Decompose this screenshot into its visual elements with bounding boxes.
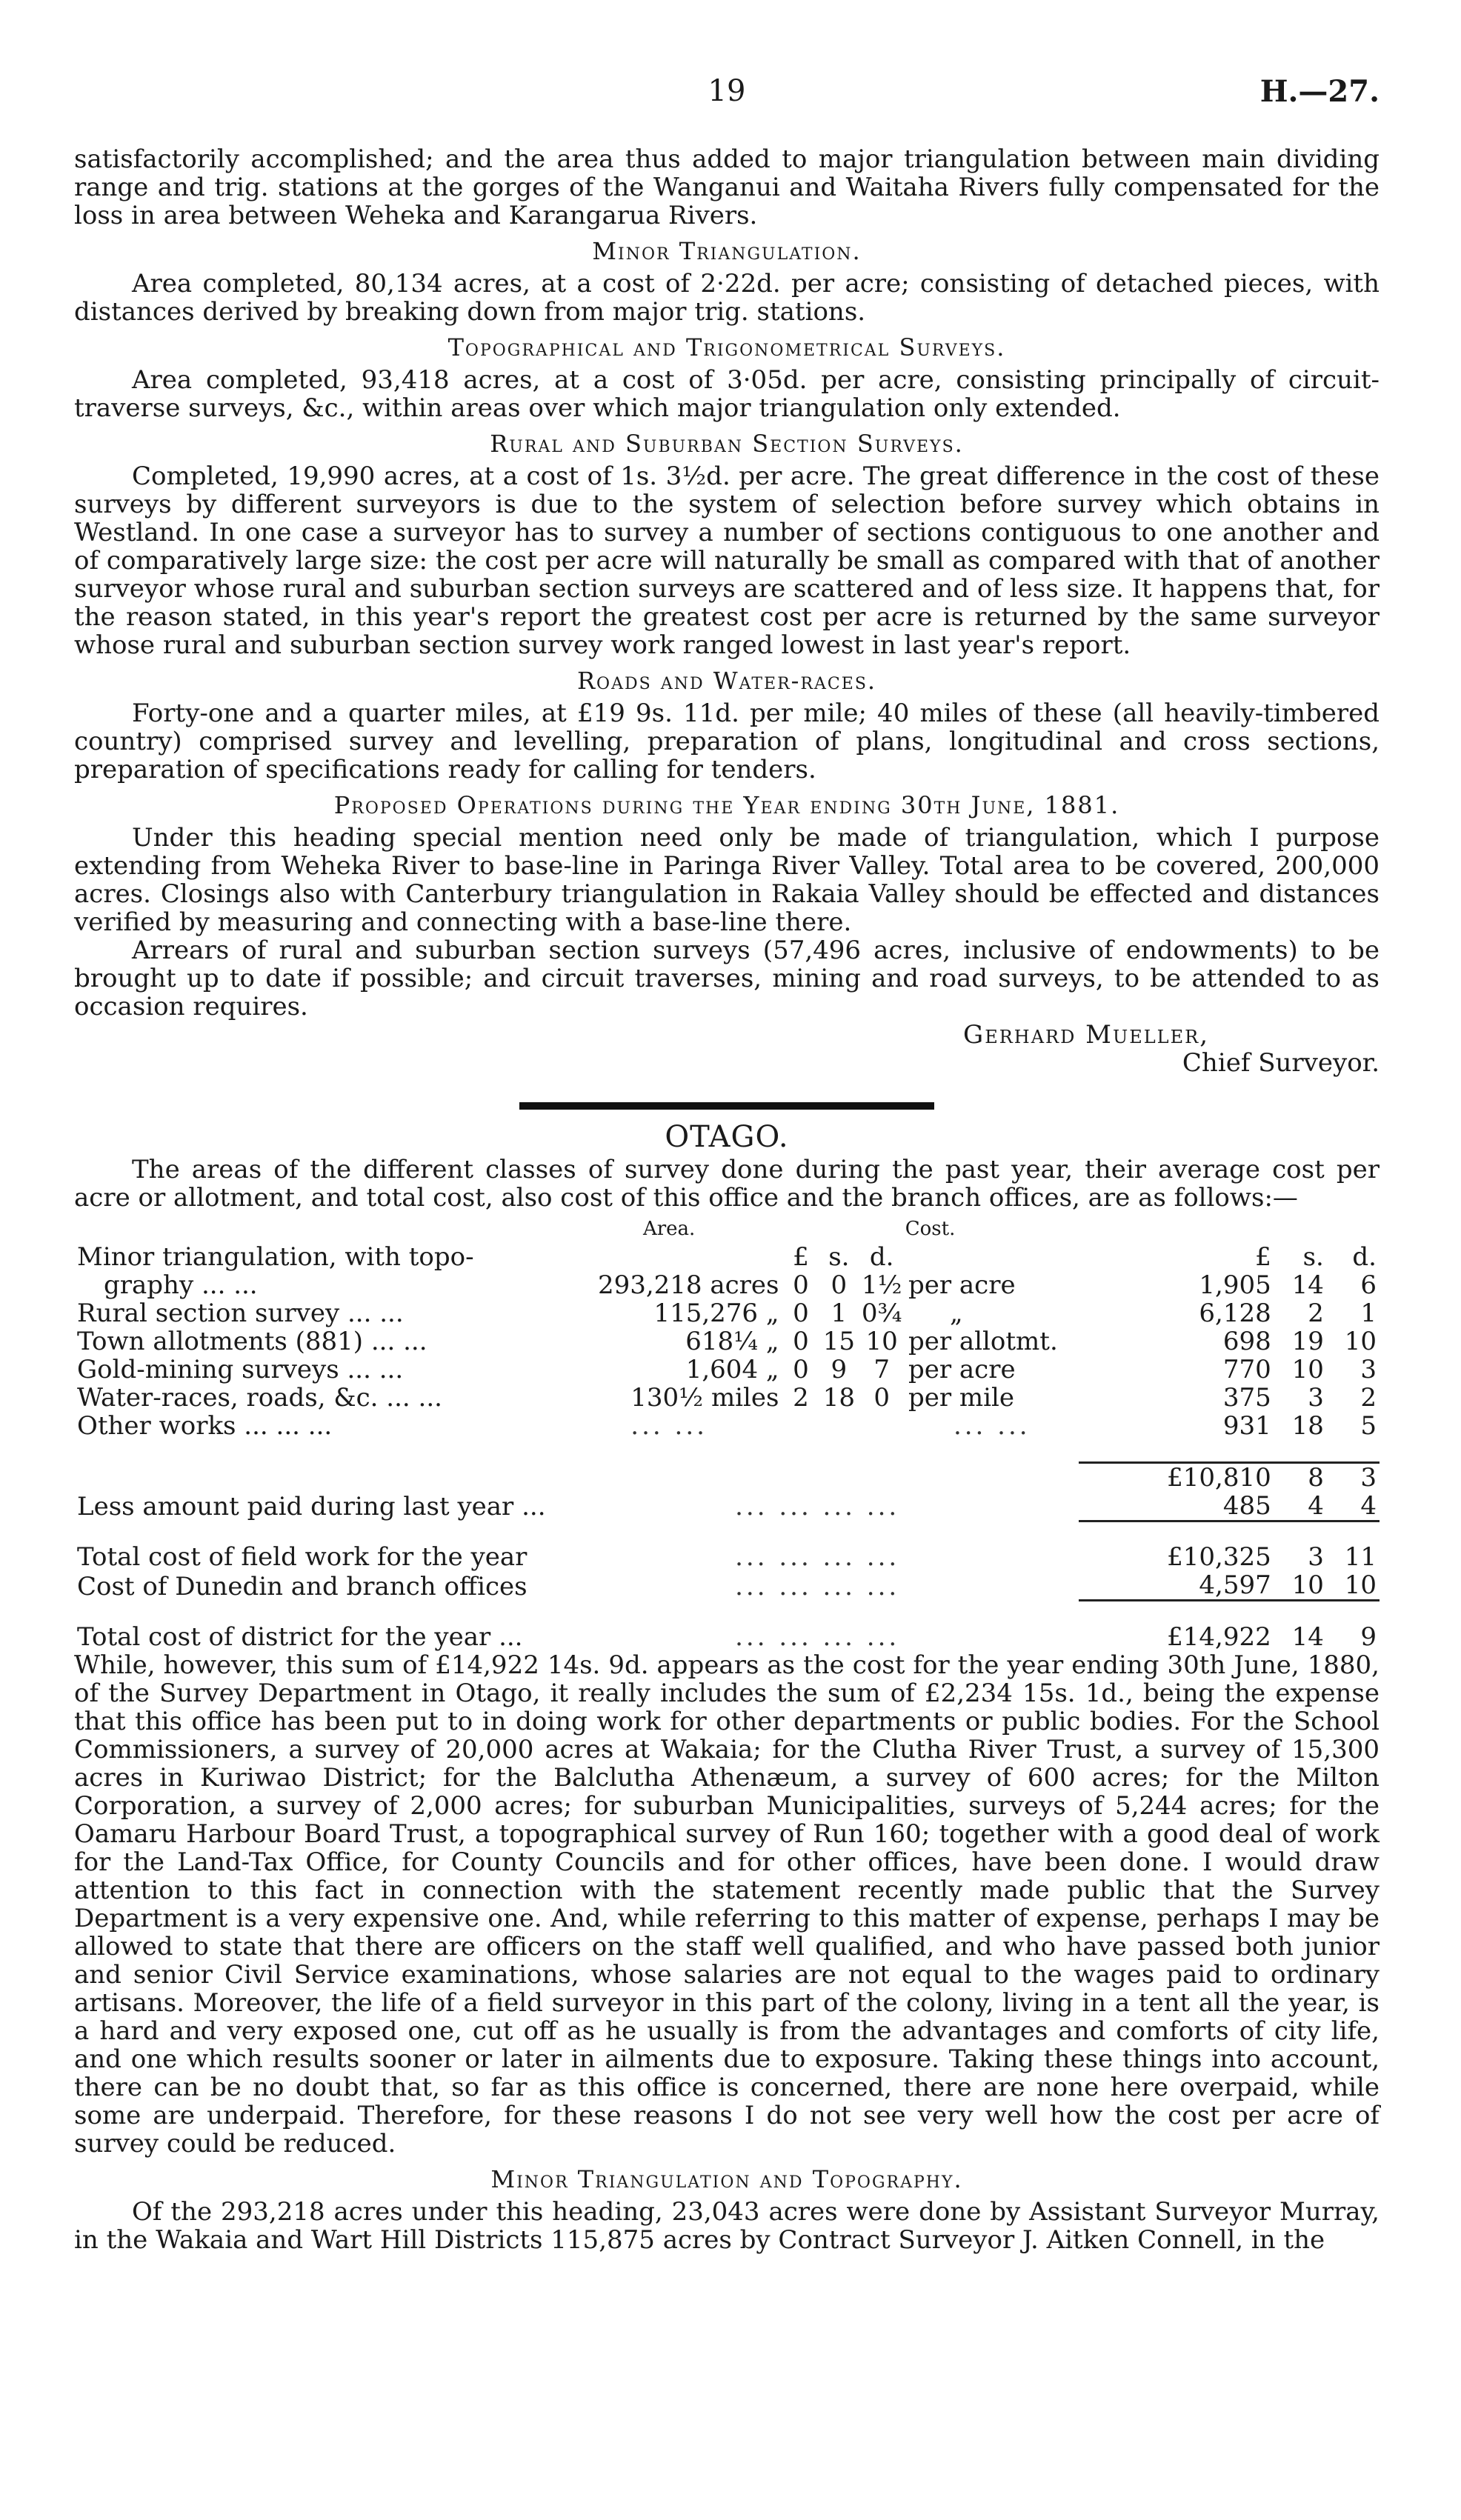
table-row bbox=[74, 1327, 1380, 1356]
unit-label: s. bbox=[1302, 1242, 1324, 1272]
district-total-shillings: 14 bbox=[1291, 1621, 1324, 1652]
total-shillings: 10 bbox=[1291, 1355, 1324, 1384]
cost-unit: per acre bbox=[908, 1270, 1016, 1300]
section-divider bbox=[519, 1102, 934, 1110]
otago-intro: The areas of the different classes of survey done during the past year, their average cost per acre or allotment, and total cost, also cost of this office and the branch offices, are as follows:— bbox=[74, 1155, 1380, 1213]
cost-shillings: 0 bbox=[831, 1270, 848, 1300]
row-label: graphy ... ... bbox=[104, 1270, 258, 1300]
leader-dots: ... ... ... ... bbox=[735, 1571, 900, 1601]
district-total-pounds: £14,922 bbox=[1167, 1621, 1271, 1652]
offices-pounds: 4,597 bbox=[1079, 1571, 1274, 1601]
table-row bbox=[74, 1412, 1380, 1440]
total-shillings: 14 bbox=[1291, 1270, 1324, 1300]
subtotal-row bbox=[74, 1462, 1380, 1492]
total-pence: 1 bbox=[1360, 1299, 1377, 1328]
total-shillings: 19 bbox=[1291, 1327, 1324, 1356]
subtotal-shillings: 8 bbox=[1274, 1462, 1327, 1492]
unit-label: d. bbox=[1352, 1242, 1377, 1272]
otago-paragraph: While, however, this sum of £14,922 14s. 9d. appears as the cost for the year ending 30th June, 1880, of the Survey Department in Otago, it really includes the sum of £2,234 15s. 1d., being the expense that this office has been put to in doing work for other departments or public bodies. For the School Commissioners, a survey of 20,000 acres at Wakaia; for the Clutha River Trust, a survey of 15,300 acres in Kuriwao District; for the Balclutha Athenæum, a survey of 600 acres; for the Milton Corporation, a survey of 2,000 acres; for suburban Municipalities, surveys of 5,244 acres; for the Oamaru Harbour Board Trust, a topographical survey of Run 160; together with a good deal of work for the Land-Tax Office, for County Councils and for other offices, have been done. I would draw attention to this fact in connection with the statement recently made public that the Survey Department is a very expensive one. And, while referring to this matter of expense, perhaps I may be allowed to state that there are officers on the staff well qualified, and who have passed both junior and senior Civil Service examinations, whose salaries are not equal to the wages paid to ordinary artisans. Moreover, the life of a field surveyor in this part of the colony, living in a tent all the year, is a hard and very exposed one, cut off as he usually is from the advantages and comforts of city life, and one which results sooner or later in ailments due to exposure. Taking these things into account, there can be no doubt that, so far as this office is concerned, there are none here overpaid, while some are underpaid. Therefore, for these reasons I do not see very well how the cost per acre of survey could be reduced. bbox=[74, 1650, 1380, 2159]
westland-intro: satisfactorily accomplished; and the area thus added to major triangulation between main dividing range and trig. stations at the gorges of the Wanganui and Waitaha Rivers fully compensated for the loss in area between Weheka and Karangarua Rivers. bbox=[74, 144, 1380, 230]
column-header-cost: Cost. bbox=[905, 1218, 956, 1240]
unit-label: s. bbox=[828, 1242, 850, 1272]
area-cell: 115,276 „ bbox=[653, 1299, 779, 1328]
cost-pounds: 2 bbox=[793, 1383, 809, 1413]
field-total-shillings: 3 bbox=[1308, 1542, 1324, 1572]
paragraph: Under this heading special mention need only be made of triangulation, which I purpose extending from Weheka River to base-line in Paringa River Valley. Total area to be covered, 200,000 acres. Closings also with Canterbury triangulation in Rakaia Valley should be effected and distances verified by measuring and connecting with a base-line there. bbox=[74, 823, 1380, 937]
table-row bbox=[74, 1271, 1380, 1299]
total-pence: 10 bbox=[1344, 1327, 1377, 1356]
area-cell: 293,218 acres bbox=[597, 1270, 779, 1300]
table-row bbox=[74, 1356, 1380, 1384]
section-heading: Proposed Operations during the Year ending 30th June, 1881. bbox=[333, 791, 1120, 819]
area-cell: ... ... bbox=[630, 1411, 708, 1441]
total-pounds: 698 bbox=[1222, 1327, 1271, 1356]
field-total-pounds: £10,325 bbox=[1167, 1542, 1271, 1572]
row-label: Other works ... ... ... bbox=[77, 1411, 333, 1441]
page-number: 19 bbox=[708, 74, 746, 108]
field-total-row bbox=[74, 1543, 1380, 1571]
field-total-pence: 11 bbox=[1344, 1542, 1377, 1572]
cost-shillings: 1 bbox=[831, 1299, 848, 1328]
less-row bbox=[74, 1492, 1380, 1521]
paragraph: Area completed, 80,134 acres, at a cost of 2·22d. per acre; consisting of detached pieces, with distances derived by breaking down from major trig. stations. bbox=[74, 269, 1380, 327]
total-pounds: 375 bbox=[1222, 1383, 1271, 1413]
cost-pounds: 0 bbox=[793, 1270, 809, 1300]
cost-pence: 1½ bbox=[861, 1270, 902, 1300]
row-label: Cost of Dunedin and branch offices bbox=[77, 1571, 528, 1601]
less-pounds: 485 bbox=[1079, 1492, 1274, 1521]
table-row bbox=[74, 1243, 1380, 1271]
district-total-pence: 9 bbox=[1360, 1621, 1377, 1652]
total-pounds: 770 bbox=[1222, 1355, 1271, 1384]
less-shillings: 4 bbox=[1274, 1492, 1327, 1521]
row-label: Rural section survey ... ... bbox=[77, 1299, 404, 1328]
cost-shillings: 15 bbox=[822, 1327, 855, 1356]
signature-block bbox=[74, 1021, 1380, 1083]
less-pence: 4 bbox=[1327, 1492, 1380, 1521]
cost-pounds: 0 bbox=[793, 1299, 809, 1328]
total-pence: 2 bbox=[1360, 1383, 1377, 1413]
row-label: Water-races, roads, &c. ... ... bbox=[77, 1383, 442, 1413]
row-label: Town allotments (881) ... ... bbox=[77, 1327, 427, 1356]
column-header-area: Area. bbox=[642, 1218, 696, 1240]
total-pence: 3 bbox=[1360, 1355, 1377, 1384]
page-reference: H.—27. bbox=[1259, 74, 1380, 109]
area-cell: 1,604 „ bbox=[685, 1355, 779, 1384]
offices-row bbox=[74, 1571, 1380, 1601]
cost-pounds: 0 bbox=[793, 1355, 809, 1384]
cost-unit: per mile bbox=[908, 1383, 1014, 1413]
cost-pence: 10 bbox=[865, 1327, 898, 1356]
unit-label: £ bbox=[1255, 1242, 1271, 1272]
cost-pence: 0¾ bbox=[861, 1299, 902, 1328]
signature-name: Gerhard Mueller, bbox=[963, 1020, 1209, 1050]
row-label: Less amount paid during last year ... bbox=[77, 1492, 546, 1521]
district-total-row bbox=[74, 1623, 1380, 1651]
row-label: Total cost of field work for the year bbox=[77, 1542, 528, 1572]
row-label: Minor triangulation, with topo- bbox=[77, 1242, 474, 1272]
total-pounds: 931 bbox=[1222, 1411, 1271, 1441]
section-heading: Minor Triangulation and Topography. bbox=[490, 2164, 963, 2193]
leader-dots: ... ... ... ... bbox=[735, 1492, 900, 1521]
area-cell: 618¼ „ bbox=[685, 1327, 779, 1356]
cost-unit: ... ... bbox=[953, 1411, 1031, 1441]
total-pounds: 6,128 bbox=[1199, 1299, 1271, 1328]
table-row bbox=[74, 1299, 1380, 1327]
cost-unit: per allotmt. bbox=[908, 1327, 1058, 1356]
section-heading: Minor Triangulation. bbox=[592, 237, 862, 265]
paragraph: Forty-one and a quarter miles, at £19 9s. 11d. per mile; 40 miles of these (all heavily-timbered country) comprised survey and levelling, preparation of plans, longitudinal and cross sections, preparation of specifications ready for calling for tenders. bbox=[74, 699, 1380, 784]
unit-label: d. bbox=[869, 1242, 894, 1272]
paragraph: Completed, 19,990 acres, at a cost of 1s. 3½d. per acre. The great difference in the cost of these surveys by different surveyors is due to the system of selection before survey which obtains in Westland. In one case a surveyor has to survey a number of sections contiguous to one another and of comparatively large size: the cost per acre will naturally be small as compared with that of another surveyor whose rural and suburban section surveys are scattered and of less size. It happens that, for the reason stated, in this year's report the greatest cost per acre is returned by the same surveyor whose rural and suburban section survey work ranged lowest in last year's report. bbox=[74, 461, 1380, 660]
total-shillings: 18 bbox=[1291, 1411, 1324, 1441]
page-content bbox=[74, 145, 1380, 2254]
total-pence: 6 bbox=[1360, 1270, 1377, 1300]
total-shillings: 3 bbox=[1308, 1383, 1324, 1413]
section-heading: Topographical and Trigonometrical Surveys. bbox=[447, 333, 1006, 361]
paragraph: Area completed, 93,418 acres, at a cost of 3·05d. per acre, consisting principally of circuit-traverse surveys, &c., within areas over which major triangulation only extended. bbox=[74, 365, 1380, 423]
otago-title: OTAGO. bbox=[665, 1120, 789, 1154]
cost-pounds: 0 bbox=[793, 1327, 809, 1356]
row-label: Total cost of district for the year ... bbox=[77, 1621, 523, 1652]
cost-unit: „ bbox=[949, 1299, 963, 1328]
subtotal-pence: 3 bbox=[1327, 1462, 1380, 1492]
area-cell: 130½ miles bbox=[630, 1383, 779, 1413]
cost-table bbox=[74, 1215, 1380, 1651]
table-header-row bbox=[74, 1215, 1380, 1243]
cost-unit: per acre bbox=[908, 1355, 1016, 1384]
offices-pence: 10 bbox=[1327, 1571, 1380, 1601]
cost-pence: 0 bbox=[873, 1383, 890, 1413]
total-pence: 5 bbox=[1360, 1411, 1377, 1441]
row-label: Gold-mining surveys ... ... bbox=[77, 1355, 404, 1384]
section-heading: Roads and Water-races. bbox=[576, 667, 877, 695]
paragraph: Of the 293,218 acres under this heading, 23,043 acres were done by Assistant Surveyor Murray, in the Wakaia and Wart Hill Districts 115,875 acres by Contract Surveyor J. Aitken Connell, in the bbox=[74, 2196, 1380, 2255]
offices-shillings: 10 bbox=[1274, 1571, 1327, 1601]
cost-shillings: 18 bbox=[822, 1383, 855, 1413]
paragraph: Arrears of rural and suburban section surveys (57,496 acres, inclusive of endowments) to be brought up to date if possible; and circuit traverses, mining and road surveys, to be attended to as occasion requires. bbox=[74, 936, 1380, 1021]
section-heading: Rural and Suburban Section Surveys. bbox=[490, 430, 964, 458]
subtotal-pounds: £10,810 bbox=[1079, 1462, 1274, 1492]
total-shillings: 2 bbox=[1308, 1299, 1324, 1328]
cost-pence: 7 bbox=[873, 1355, 890, 1384]
leader-dots: ... ... ... ... bbox=[735, 1621, 900, 1652]
unit-label: £ bbox=[793, 1242, 809, 1272]
page-header bbox=[74, 74, 1380, 119]
total-pounds: 1,905 bbox=[1199, 1270, 1271, 1300]
table-row bbox=[74, 1384, 1380, 1412]
signature-title: Chief Surveyor. bbox=[1182, 1048, 1380, 1078]
leader-dots: ... ... ... ... bbox=[735, 1542, 900, 1572]
cost-shillings: 9 bbox=[831, 1355, 848, 1384]
